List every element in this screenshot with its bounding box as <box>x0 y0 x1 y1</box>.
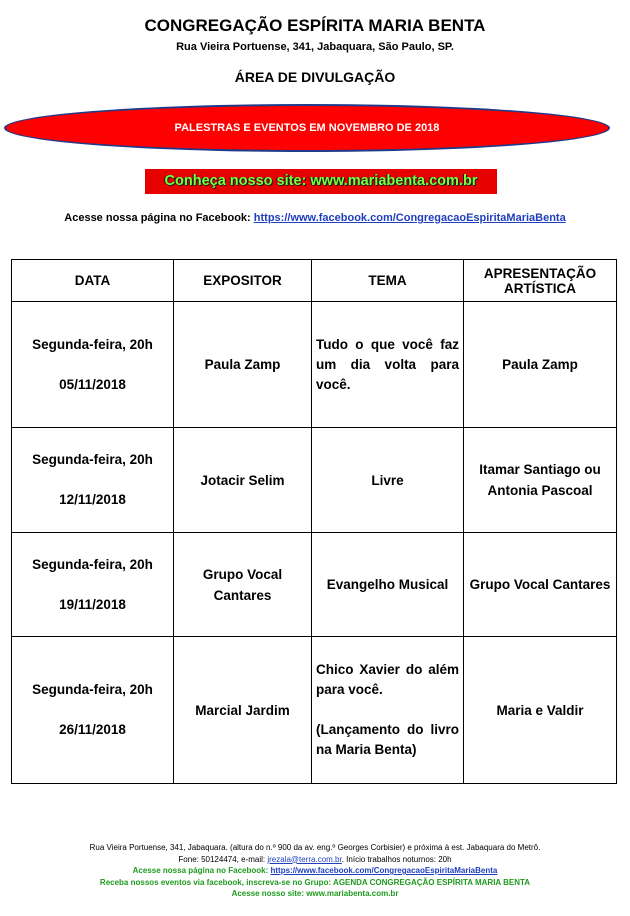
apresentacao-cell: Itamar Santiago ou Antonia Pascoal <box>464 428 617 533</box>
date-cell <box>12 637 174 784</box>
expositor-cell: Jotacir Selim <box>174 428 312 533</box>
header-expositor: EXPOSITOR <box>174 260 312 302</box>
facebook-link[interactable]: https://www.facebook.com/CongregacaoEspiritaMariaBenta <box>253 212 566 224</box>
weekday-time: Segunda-feira, 20h <box>32 452 153 467</box>
event-date: 19/11/2018 <box>59 596 126 612</box>
tema-cell <box>312 302 464 428</box>
apresentacao-cell: Maria e Valdir <box>464 637 617 784</box>
tema-text: Tudo o que você faz um dia volta para você. <box>316 336 459 392</box>
tema-text: Evangelho Musical <box>326 577 449 592</box>
expositor-cell: Grupo Vocal Cantares <box>174 533 312 637</box>
footer-facebook-prefix: Acesse nossa página no Facebook: <box>132 866 271 875</box>
weekday-time: Segunda-feira, 20h <box>32 556 153 572</box>
table-row <box>12 302 617 428</box>
facebook-line <box>0 212 630 224</box>
event-date: 12/11/2018 <box>59 492 126 507</box>
tema-text: Chico Xavier do além para você. <box>316 662 459 697</box>
footer-address: Rua Vieira Portuense, 341, Jabaquara. (altura do n.º 900 da av. eng.º Georges Corbisier) e próxima à est. Jabaquara do Metrô. <box>89 843 541 852</box>
date-cell <box>12 302 174 428</box>
footer-phone: Fone: 50124474, e-mail: <box>178 854 268 864</box>
footer-contact <box>0 854 630 866</box>
facebook-prefix: Acesse nossa página no Facebook: <box>64 212 254 224</box>
section-heading: ÁREA DE DIVULGAÇÃO <box>234 69 396 85</box>
footer-facebook <box>0 865 630 877</box>
footer-site: Acesse nosso site: www.mariabenta.com.br <box>231 889 399 898</box>
apresentacao-cell: Grupo Vocal Cantares <box>464 533 617 637</box>
event-date: 26/11/2018 <box>59 722 126 737</box>
tema-text: Livre <box>371 472 404 488</box>
table-row <box>12 533 617 637</box>
footer-group: Receba nossos eventos via facebook, inscreva-se no Grupo: AGENDA CONGREGAÇÃO ESPÍRITA MARIA BENTA <box>99 877 531 887</box>
footer-hours: . Início trabalhos noturnos: 20h <box>341 854 452 864</box>
table-row <box>12 637 617 784</box>
tema-cell <box>312 637 464 784</box>
footer-email-link[interactable]: jrezala@terra.com.br <box>267 854 342 864</box>
header-apresentacao: APRESENTAÇÃO ARTÍSTICA <box>464 260 617 302</box>
banner-title: PALESTRAS E EVENTOS EM NOVEMBRO DE 2018 <box>174 122 440 134</box>
page-title: CONGREGAÇÃO ESPÍRITA MARIA BENTA <box>144 16 486 35</box>
date-cell <box>12 533 174 637</box>
apresentacao-cell: Paula Zamp <box>464 302 617 428</box>
table-header-row <box>12 260 617 302</box>
table-row <box>12 428 617 533</box>
header-data: DATA <box>12 260 174 302</box>
tema-note: (Lançamento do livro na Maria Benta) <box>316 722 459 757</box>
footer-facebook-link[interactable]: https://www.facebook.com/CongregacaoEspiritaMariaBenta <box>270 866 498 875</box>
date-cell <box>12 428 174 533</box>
address-line: Rua Vieira Portuense, 341, Jabaquara, São Paulo, SP. <box>176 41 454 53</box>
event-date: 05/11/2018 <box>59 376 126 392</box>
schedule-table <box>11 259 617 784</box>
expositor-cell: Marcial Jardim <box>174 637 312 784</box>
footer <box>0 842 630 900</box>
weekday-time: Segunda-feira, 20h <box>32 336 153 352</box>
site-promo-text: Conheça nosso site: www.mariabenta.com.br <box>164 173 478 189</box>
header-tema: TEMA <box>312 260 464 302</box>
weekday-time: Segunda-feira, 20h <box>32 682 153 697</box>
expositor-cell: Paula Zamp <box>174 302 312 428</box>
tema-cell <box>312 533 464 637</box>
tema-cell <box>312 428 464 533</box>
